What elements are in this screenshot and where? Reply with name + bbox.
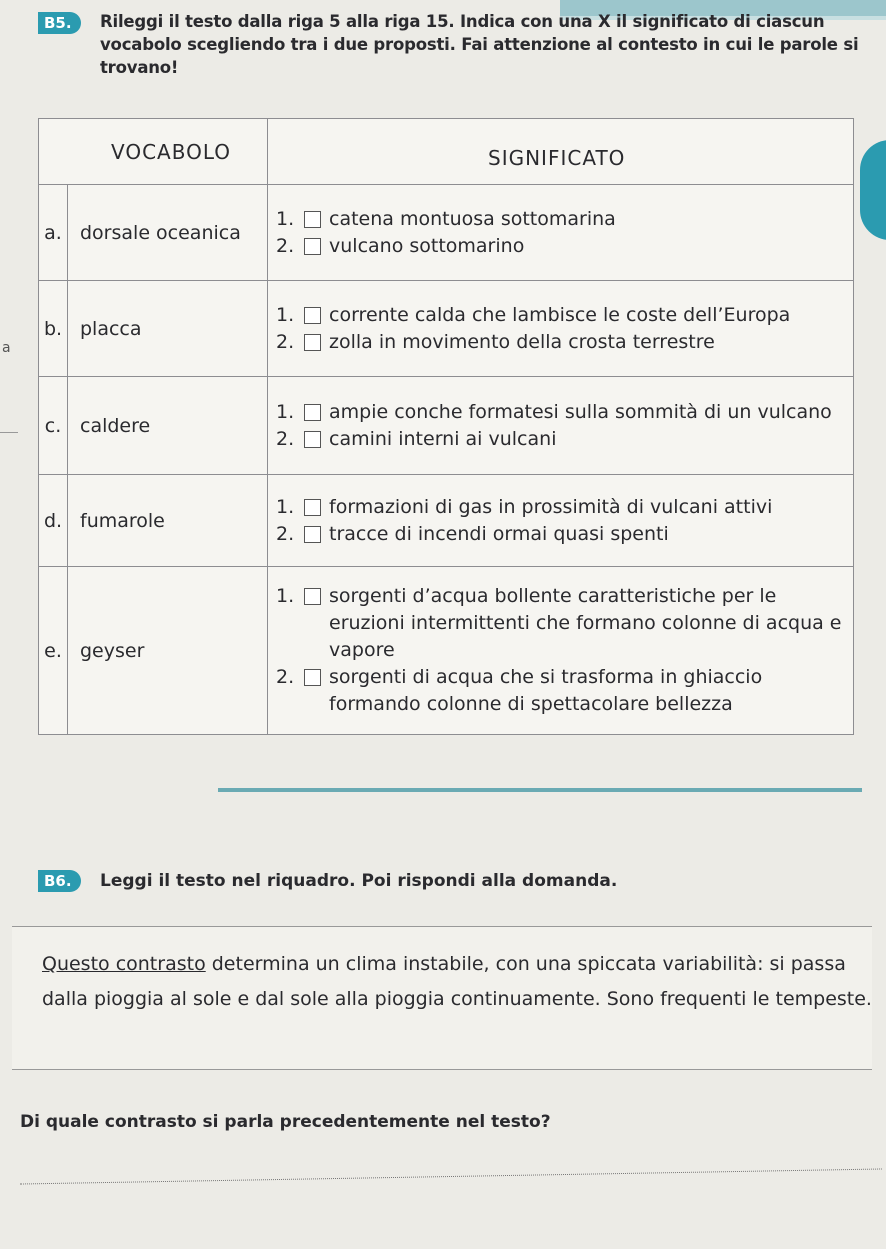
row-word: dorsale oceanica [68, 185, 268, 281]
row-options [268, 377, 854, 475]
answer-checkbox[interactable] [304, 526, 321, 543]
row-options [268, 567, 854, 735]
answer-checkbox[interactable] [304, 238, 321, 255]
section-divider [218, 788, 862, 792]
option-text: formazioni di gas in prossimità di vulcani attivi [329, 495, 773, 518]
table-row [39, 567, 854, 735]
reading-box [12, 926, 872, 1070]
exercise-b5-instruction: Rileggi il testo dalla riga 5 alla riga 15. Indica con una X il significato di ciascun vocabolo scegliendo tra i due proposti. Fai attenzione al contesto in cui le parole si trovano! [100, 12, 859, 77]
row-options [268, 475, 854, 567]
option-number: 1. [276, 400, 295, 423]
option-number: 1. [276, 303, 295, 326]
option-number: 2. [276, 234, 295, 257]
option-text: vulcano sottomarino [329, 234, 525, 257]
option-2 [276, 664, 843, 718]
reading-box-text [42, 947, 872, 1017]
option-number: 2. [276, 330, 295, 353]
answer-line[interactable] [20, 1168, 882, 1184]
row-letter: b. [39, 281, 68, 377]
table-row [39, 185, 854, 281]
answer-checkbox[interactable] [304, 211, 321, 228]
row-letter: e. [39, 567, 68, 735]
option-1 [276, 206, 843, 233]
option-2 [276, 426, 843, 453]
answer-checkbox[interactable] [304, 499, 321, 516]
answer-checkbox[interactable] [304, 404, 321, 421]
question-text: Di quale contrasto si parla precedentemente nel testo? [20, 1112, 551, 1132]
exercise-b6-badge: B6. [38, 870, 81, 892]
row-word: caldere [68, 377, 268, 475]
row-word: placca [68, 281, 268, 377]
option-2 [276, 329, 843, 356]
option-1 [276, 399, 843, 426]
option-number: 1. [276, 585, 295, 607]
row-letter: c. [39, 377, 68, 475]
table-row [39, 475, 854, 567]
row-options [268, 281, 854, 377]
answer-checkbox[interactable] [304, 307, 321, 324]
option-text: camini interni ai vulcani [329, 427, 557, 450]
table-header-row [39, 119, 854, 185]
box-text-rest: determina un clima instabile, con una spiccata variabilità: si passa dalla pioggia al sole e dal sole alla pioggia continuamente. Sono frequenti le tempeste. [42, 953, 872, 1010]
option-number: 2. [276, 666, 295, 688]
answer-checkbox[interactable] [304, 588, 321, 605]
table-row [39, 377, 854, 475]
exercise-b6-instruction: Leggi il testo nel riquadro. Poi rispondi alla domanda. [100, 871, 618, 891]
option-1 [276, 494, 843, 521]
option-1 [276, 302, 843, 329]
underlined-phrase: Questo contrasto [42, 953, 206, 975]
answer-checkbox[interactable] [304, 669, 321, 686]
row-word: geyser [68, 567, 268, 735]
row-word: fumarole [68, 475, 268, 567]
table-row [39, 281, 854, 377]
option-1 [276, 583, 843, 664]
option-text: tracce di incendi ormai quasi spenti [329, 522, 669, 545]
option-text: zolla in movimento della crosta terrestre [329, 330, 715, 353]
header-significato: SIGNIFICATO [268, 119, 854, 185]
exercise-b5-badge: B5. [38, 12, 81, 34]
option-text: catena montuosa sottomarina [329, 207, 616, 230]
vocabulary-table [38, 118, 854, 735]
answer-checkbox[interactable] [304, 431, 321, 448]
header-vocabolo: VOCABOLO [39, 119, 268, 185]
page-edge-tab [860, 140, 886, 240]
option-2 [276, 233, 843, 260]
option-number: 2. [276, 522, 295, 545]
option-text: sorgenti d’acqua bollente caratteristiche per le eruzioni intermittenti che formano colonne di acqua e vapore [329, 585, 842, 661]
option-2 [276, 521, 843, 548]
option-text: ampie conche formatesi sulla sommità di un vulcano [329, 400, 832, 423]
answer-checkbox[interactable] [304, 334, 321, 351]
margin-dash [0, 432, 18, 433]
row-letter: a. [39, 185, 68, 281]
option-text: sorgenti di acqua che si trasforma in ghiaccio formando colonne di spettacolare bellezza [329, 666, 763, 715]
option-number: 1. [276, 207, 295, 230]
margin-mark: a [2, 340, 11, 356]
row-letter: d. [39, 475, 68, 567]
option-number: 2. [276, 427, 295, 450]
option-text: corrente calda che lambisce le coste dell’Europa [329, 303, 791, 326]
option-number: 1. [276, 495, 295, 518]
row-options [268, 185, 854, 281]
